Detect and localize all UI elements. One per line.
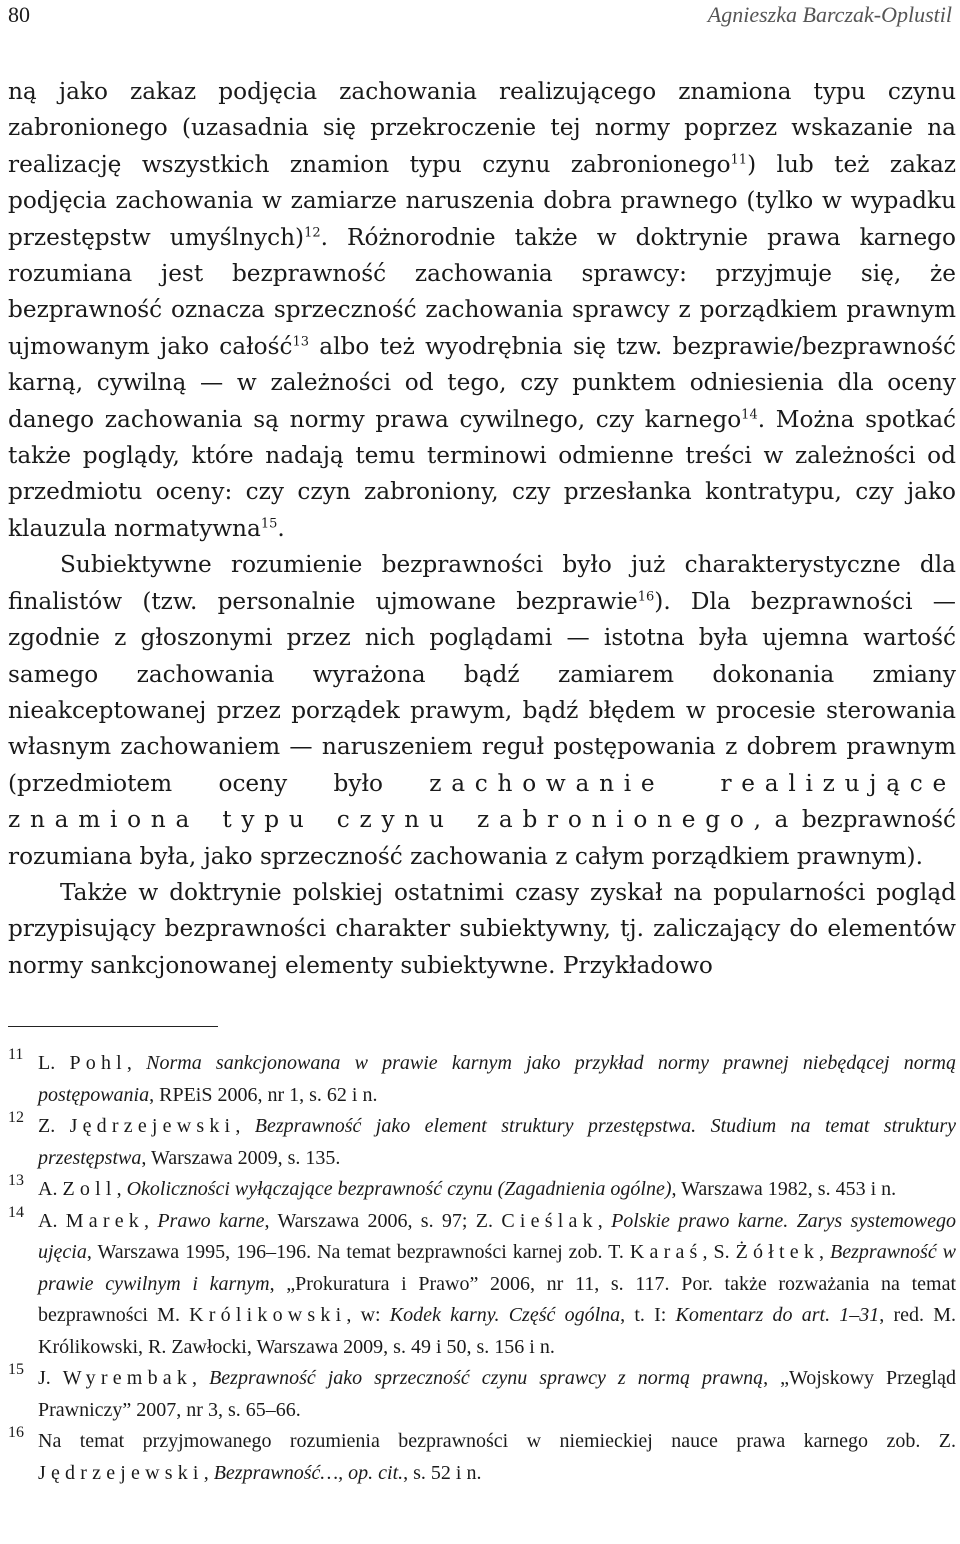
- fn-author: Jędrzejewski: [69, 1115, 236, 1137]
- footnote-15: [8, 1363, 956, 1426]
- text-run: , a bezprawność rozumiana była, jako sprzeczność zachowania z całym porządkiem prawnym).: [8, 806, 956, 870]
- page-header: [8, 2, 952, 32]
- fn-author: Karaś: [629, 1241, 703, 1263]
- footnote-number: 13: [8, 1172, 24, 1189]
- fn-text: ,: [126, 1052, 147, 1074]
- footnote-number: 12: [8, 1109, 24, 1126]
- fn-text: L.: [38, 1052, 70, 1074]
- fn-text: , „Prokuratura i Prawo” 2006, nr 11, s. 117. Por. także rozważania na temat bezprawności M.: [38, 1272, 957, 1326]
- footnote-ref-13: 13: [292, 334, 310, 350]
- footnote-ref-14: 14: [741, 406, 758, 422]
- footnote-separator: [8, 1026, 218, 1027]
- fn-text: , Warszawa 2006, s. 97; Z.: [264, 1209, 502, 1232]
- fn-author: Cieślak: [501, 1209, 598, 1232]
- fn-author: Pohl: [69, 1052, 127, 1074]
- footnote-ref-15: 15: [260, 516, 278, 532]
- fn-title: Okoliczności wyłączające bezprawność czynu (Zagadnienia ogólne): [126, 1178, 672, 1200]
- fn-title: Bezprawność jako sprzeczność czynu sprawcy z normą prawną: [209, 1367, 764, 1389]
- fn-text: , „Wojskowy Przegląd Prawniczy” 2007, nr 3, s. 65–66.: [38, 1367, 956, 1421]
- text-run: . Można spotkać także poglądy, które nadają temu terminowi odmienne treści w zależności od przedmiotu oceny: czy czyn zabroniony, czy przesłanka kontratypu, czy jako klauzula normatywna: [8, 405, 957, 542]
- fn-author: Jędrzejewski: [38, 1461, 204, 1484]
- footnote-ref-11: 11: [730, 152, 748, 168]
- fn-title: Norma sankcjonowana w prawie karnym jako przykład normy prawnej niebędącej normą postępowania: [38, 1052, 956, 1106]
- fn-author: Zoll: [62, 1178, 117, 1200]
- fn-text: , red. M. Królikowski, R. Zawłocki, Warszawa 2009, s. 49 i 50, s. 156 i n.: [38, 1304, 957, 1358]
- fn-text: , t. I:: [620, 1304, 676, 1326]
- text-run: ) lub też zakaz podjęcia zachowania w zamiarze naruszenia dobra prawnego (tylko w wypadku przestępstw umyślnych): [8, 150, 956, 251]
- fn-title: Bezprawność jako element struktury przestępstwa. Studium na temat struktury przestępstwa: [38, 1115, 957, 1169]
- footnote-number: 14: [8, 1203, 24, 1221]
- fn-text: ,: [143, 1209, 158, 1232]
- fn-text: Na temat przyjmowanego rozumienia bezprawności w niemieckiej nauce prawa karnego zob. Z.: [38, 1430, 956, 1452]
- fn-text: , Warszawa 1982, s. 453 i n.: [671, 1178, 897, 1200]
- text-run: albo też wyodrębnia się tzw. bezprawie/bezprawność karną, cywilną — w zależności od tego, czy punktem odniesienia dla oceny danego zachowania są normy prawa cywilnego, czy karnego: [8, 332, 956, 433]
- text-run: ną jako zakaz podjęcia zachowania realizującego znamiona typu czynu zabronionego (uzasadnia się przekroczenie tej normy poprzez wskazanie na realizację wszystkich znamion typu czynu zabronionego: [8, 78, 956, 178]
- fn-text: ,: [235, 1115, 255, 1137]
- footnote-14: [8, 1203, 957, 1364]
- footnotes: [8, 1048, 956, 1489]
- text-run: . Różnorodnie także w doktrynie prawa karnego rozumiana jest bezprawność zachowania sprawcy: przyjmuje się, że bezprawność oznacza sprzeczność zachowania sprawcy z porządkiem prawnym ujmowanym jako całość: [8, 223, 956, 360]
- main-text: [8, 74, 956, 984]
- fn-text: A.: [38, 1178, 63, 1200]
- fn-text: , Warszawa 1995, 196–196. Na temat bezprawności karnej zob. T.: [86, 1241, 630, 1263]
- fn-title: Polskie prawo karne. Zarys systemowego ujęcia: [38, 1209, 956, 1263]
- footnote-number: 15: [8, 1361, 24, 1378]
- footnote-number: 11: [8, 1046, 24, 1063]
- text-run: .: [277, 514, 285, 542]
- fn-author: Marek: [65, 1209, 144, 1232]
- fn-title: Bezprawność w prawie cywilnym i karnym: [38, 1241, 957, 1295]
- fn-text: ,: [203, 1461, 214, 1484]
- text-run: Subiektywne rozumienie bezprawności było już charakterystyczne dla finalistów (tzw. personalnie ujmowane bezprawie: [8, 551, 956, 615]
- page-number: 80: [8, 2, 30, 27]
- fn-text: ,: [819, 1241, 831, 1263]
- footnote-number: 16: [8, 1424, 24, 1441]
- footnote-11: [8, 1048, 956, 1111]
- fn-text: Z.: [38, 1115, 70, 1137]
- fn-author: Wyrembak: [62, 1367, 193, 1389]
- fn-text: ,: [116, 1178, 127, 1200]
- footnote-ref-16: 16: [637, 588, 655, 604]
- fn-author: Królikowski: [189, 1304, 347, 1326]
- fn-title: Komentarz do art. 1–31: [675, 1304, 880, 1326]
- fn-text: , Warszawa 2009, s. 135.: [141, 1146, 341, 1169]
- fn-text: ,: [597, 1209, 612, 1232]
- fn-text: , s. 52 i n.: [403, 1461, 482, 1484]
- paragraph-3: [8, 875, 956, 984]
- running-head-author: Agnieszka Barczak-Oplustil: [707, 2, 952, 27]
- fn-text: A.: [38, 1209, 66, 1232]
- paragraph-2: [8, 547, 956, 875]
- fn-author: Żółtek: [735, 1241, 820, 1263]
- footnote-13: [8, 1174, 956, 1206]
- fn-text: J.: [38, 1367, 63, 1389]
- text-run: ). Dla bezprawności — zgodnie z głoszonymi przez nich poglądami — istotna była ujemna wartość samego zachowania wyrażona bądź zamiarem dokonania zmiany nieakceptowanej przez porządek prawym, bądź błędem w procesie sterowania własnym zachowaniem — naruszeniem reguł postępowania z dobrem prawnym (przedmiotem oceny było: [8, 587, 956, 797]
- fn-text: ,: [192, 1367, 210, 1389]
- text-run: Także w doktrynie polskiej ostatnimi czasy zyskał na popularności pogląd przypisujący bezprawności charakter subiektywny, tj. zaliczający do elementów normy sankcjonowanej elementy subiektywne. Przykładowo: [8, 878, 956, 979]
- fn-text: , RPEiS 2006, nr 1, s. 62 i n.: [149, 1083, 378, 1106]
- spaced-emphasis: zachowanie realizujące znamiona typu czynu zabronionego: [8, 769, 956, 834]
- fn-title: Bezprawność…, op. cit.: [213, 1461, 404, 1484]
- fn-title: Kodek karny. Część ogólna: [389, 1304, 621, 1326]
- footnote-16: [8, 1426, 956, 1489]
- paragraph-1: [8, 74, 956, 547]
- footnote-12: [8, 1111, 956, 1174]
- fn-text: , S.: [702, 1241, 736, 1263]
- footnote-ref-12: 12: [304, 224, 321, 240]
- fn-title: Prawo karne: [157, 1209, 265, 1232]
- fn-text: , w:: [346, 1304, 390, 1326]
